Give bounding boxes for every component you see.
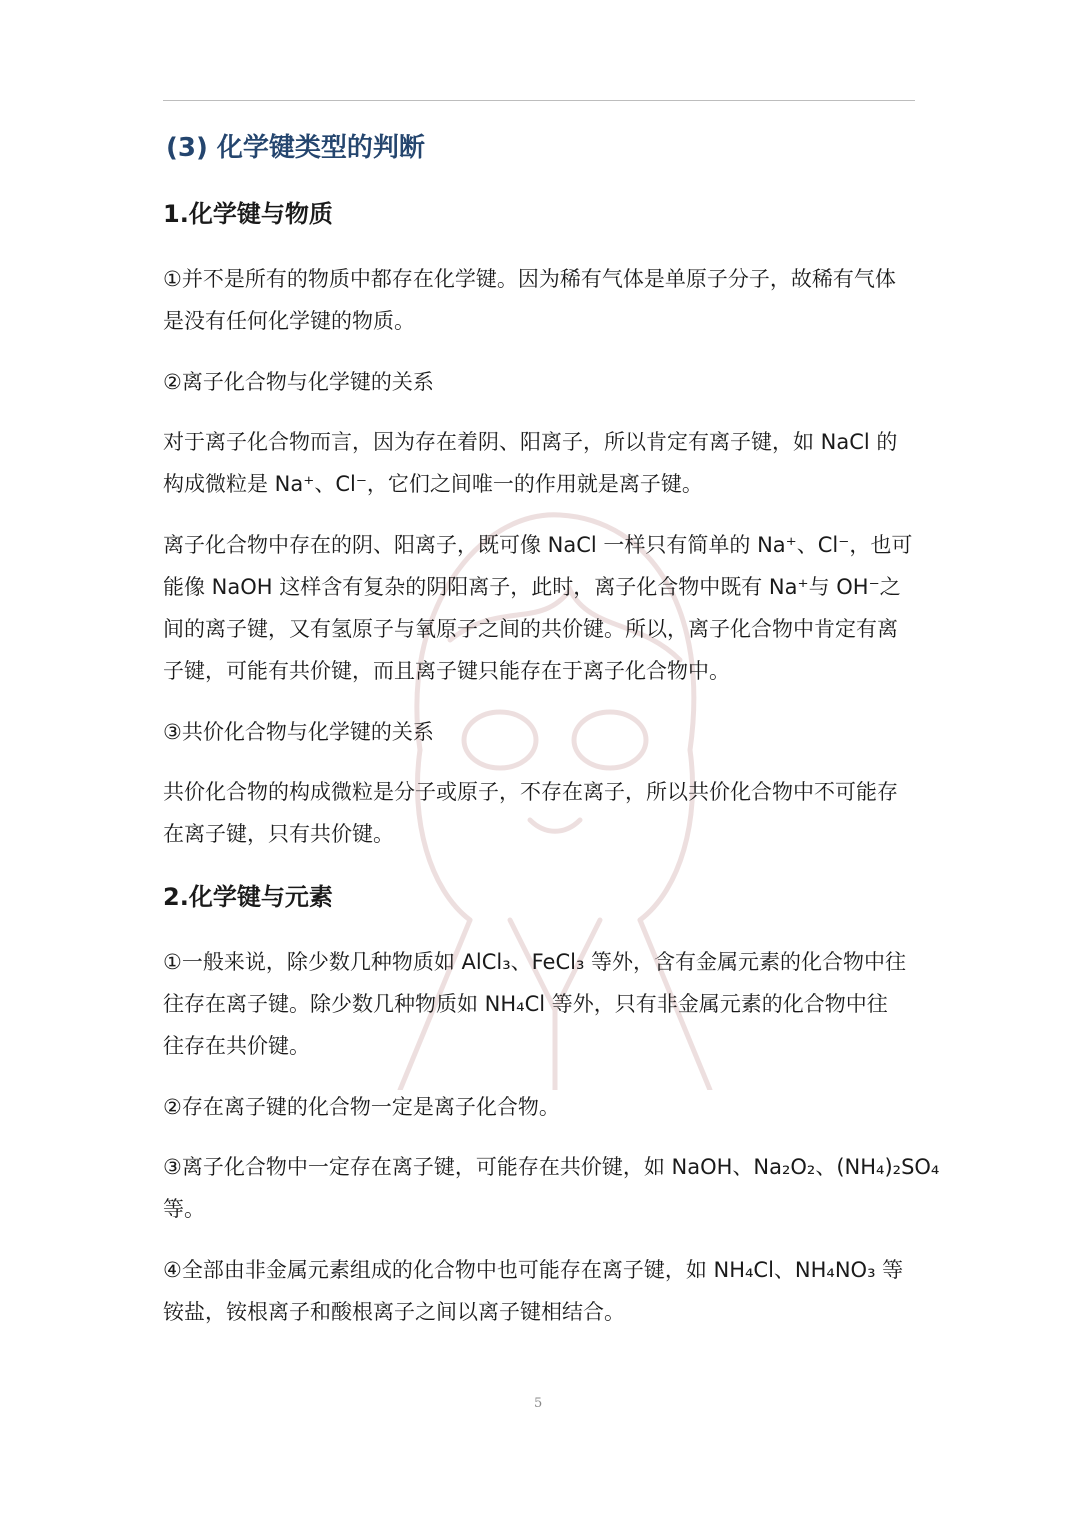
subheading-covalent-compound: ③共价化合物与化学键的关系 — [163, 720, 434, 744]
heading-chemical-bond-and-element: 2.化学键与元素 — [163, 883, 333, 911]
paragraph-line: 离子化合物中存在的阴、阳离子，既可像 NaCl 一样只有简单的 Na⁺、Cl⁻，也可 — [163, 533, 913, 557]
top-rule — [163, 100, 915, 101]
paragraph-line: 对于离子化合物而言，因为存在着阴、阳离子，所以肯定有离子键，如 NaCl 的 — [163, 430, 898, 454]
paragraph-line: 构成微粒是 Na⁺、Cl⁻，它们之间唯一的作用就是离子键。 — [163, 472, 703, 496]
paragraph-line: ③离子化合物中一定存在离子键，可能存在共价键，如 NaOH、Na₂O₂、(NH₄)₂SO₄ — [163, 1155, 940, 1179]
paragraph-line: ①并不是所有的物质中都存在化学键。因为稀有气体是单原子分子，故稀有气体 — [163, 267, 896, 291]
paragraph-line: 共价化合物的构成微粒是分子或原子，不存在离子，所以共价化合物中不可能存 — [163, 780, 898, 804]
paragraph-line: 能像 NaOH 这样含有复杂的阴阳离子，此时，离子化合物中既有 Na⁺与 OH⁻之 — [163, 575, 901, 599]
paragraph-line: ④全部由非金属元素组成的化合物中也可能存在离子键，如 NH₄Cl、NH₄NO₃ 等 — [163, 1258, 904, 1282]
paragraph-line: 间的离子键，又有氢原子与氧原子之间的共价键。所以，离子化合物中肯定有离 — [163, 617, 898, 641]
heading-chemical-bond-and-substance: 1.化学键与物质 — [163, 200, 333, 228]
paragraph-line: 在离子键，只有共价键。 — [163, 822, 394, 846]
subheading-ionic-compound: ②离子化合物与化学键的关系 — [163, 370, 434, 394]
paragraph-line: 等。 — [163, 1197, 205, 1221]
paragraph-line: ①一般来说，除少数几种物质如 AlCl₃、FeCl₃ 等外，含有金属元素的化合物中往 — [163, 950, 907, 974]
paragraph-line: 往存在共价键。 — [163, 1034, 310, 1058]
paragraph-line: 往存在离子键。除少数几种物质如 NH₄Cl 等外，只有非金属元素的化合物中往 — [163, 992, 888, 1016]
page-number: 5 — [534, 1396, 543, 1411]
paragraph-line: 铵盐，铵根离子和酸根离子之间以离子键相结合。 — [163, 1300, 625, 1324]
paragraph-line: ②存在离子键的化合物一定是离子化合物。 — [163, 1095, 560, 1119]
paragraph-line: 是没有任何化学键的物质。 — [163, 309, 415, 333]
section-title: (3) 化学键类型的判断 — [166, 133, 425, 163]
paragraph-line: 子键，可能有共价键，而且离子键只能存在于离子化合物中。 — [163, 659, 730, 683]
